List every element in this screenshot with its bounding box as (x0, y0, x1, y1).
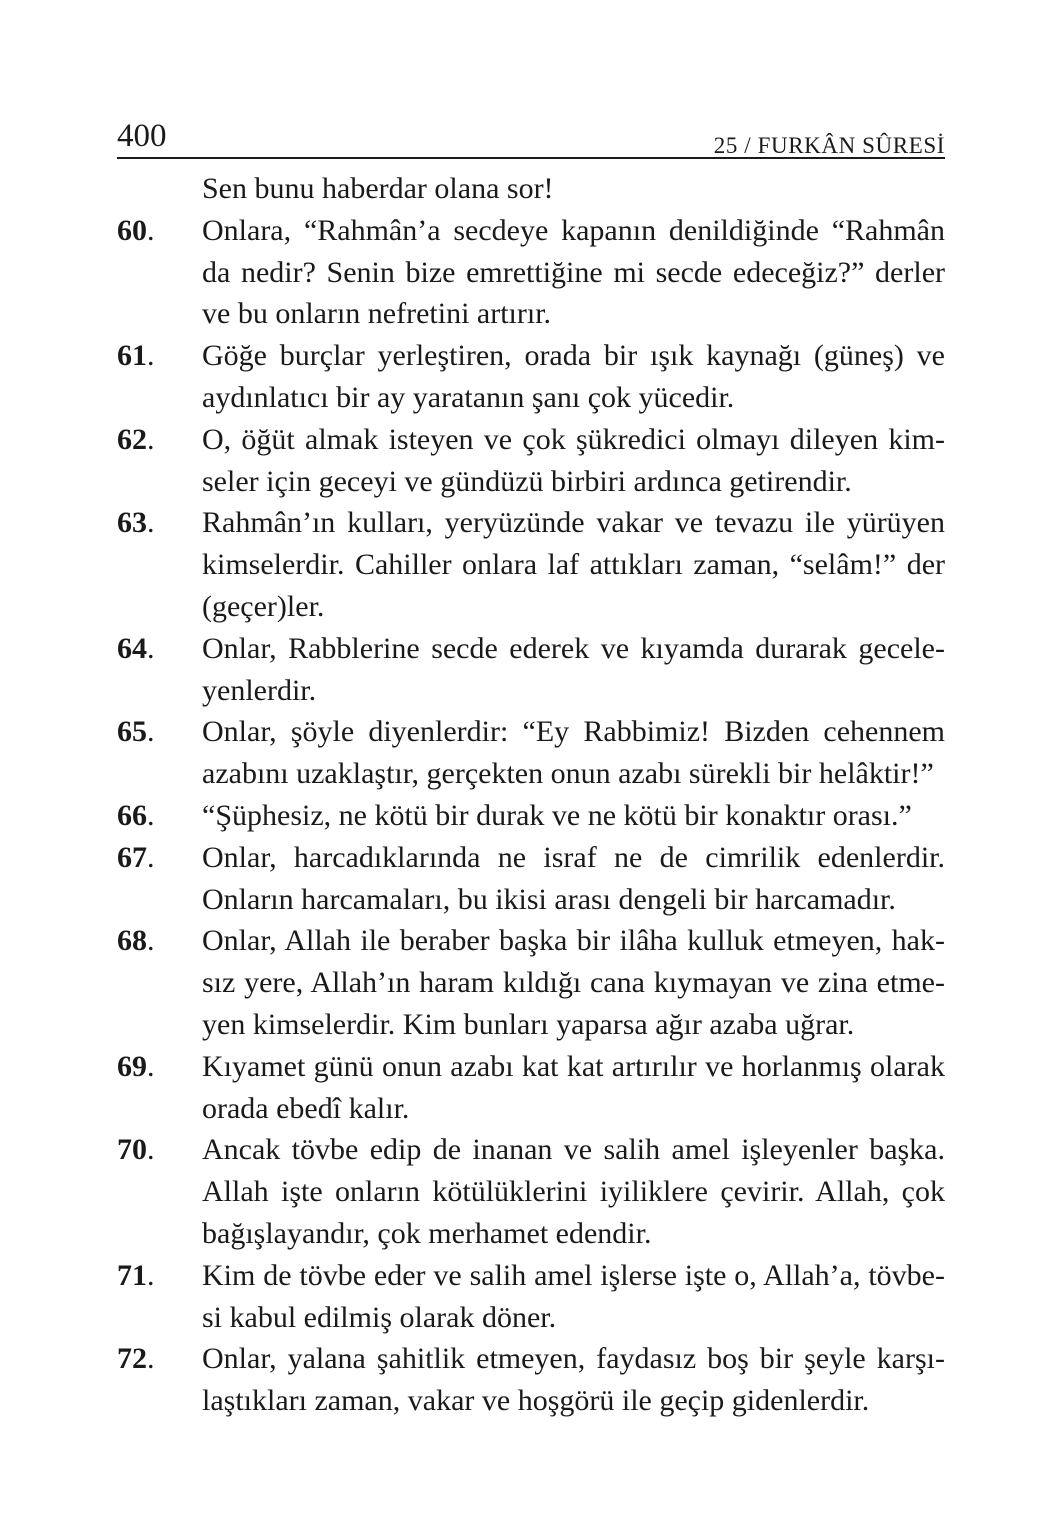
verse-number (117, 1129, 202, 1254)
verse-number-value: 64 (117, 631, 147, 665)
verse-text: Sen bunu haberdar olana sor! (202, 172, 554, 205)
verse-text: Onlar, yalana şahitlik etmeyen, faydasız boş bir şeyle karşılaştıkları zaman, vakar ve hoşgörü ile geçip gidenlerdir. (202, 1342, 945, 1418)
verse-number-value: 70 (117, 1133, 147, 1167)
verse-number (117, 711, 202, 795)
verse-63 (117, 502, 945, 627)
verse-list (117, 168, 945, 1422)
verse-number (117, 502, 202, 627)
page-number: 400 (117, 118, 167, 154)
verse-61 (117, 335, 945, 419)
verse-number-value: 65 (117, 715, 147, 749)
verse-60 (117, 210, 945, 335)
verse-67 (117, 837, 945, 921)
verse-text: Onlar, Rabblerine secde ederek ve kıyamda durarak geceleyenlerdir. (202, 631, 945, 707)
verse-62 (117, 419, 945, 503)
verse-number-dot: . (147, 840, 155, 874)
verse-number-dot: . (147, 339, 155, 373)
verse-number-value: 72 (117, 1342, 147, 1376)
verse-70 (117, 1129, 945, 1254)
verse-number (117, 419, 202, 503)
verse-continuation (117, 168, 945, 210)
verse-text: Onlara, “Rahmân’a secdeye kapanın denildiğinde “Rahmân da nedir? Senin bize emrettiğine mi secde edeceğiz?” derler ve bu onların nefretini artırır. (202, 213, 945, 331)
verse-number-value: 71 (117, 1258, 147, 1292)
verse-text: Ancak tövbe edip de inanan ve salih amel işleyenler başka. Allah işte onların kötülüklerini iyiliklere çevirir. Allah, çok bağışlayandır, çok merhamet edendir. (202, 1133, 945, 1250)
verse-number (117, 795, 202, 837)
verse-text: Kıyamet günü onun azabı kat kat artırılır ve horlanmış olarak orada ebedî kalır. (202, 1049, 945, 1125)
verse-71 (117, 1255, 945, 1339)
verse-number-value: 61 (117, 339, 147, 373)
verse-text: Onlar, şöyle diyenlerdir: “Ey Rabbimiz! Bizden cehennem azabını uzaklaştır, gerçekten onun azabı sürekli bir helâktir!” (202, 715, 945, 791)
running-head: 25 / FURKÂN SÛRESİ (713, 133, 945, 158)
verse-68 (117, 920, 945, 1045)
verse-number (117, 210, 202, 335)
verse-text: Rahmân’ın kulları, yeryüzünde vakar ve tevazu ile yürüyen kimselerdir. Cahiller onlara laf attıkları zaman, “selâm!” der (geçer)ler. (202, 506, 945, 623)
verse-text: O, öğüt almak isteyen ve çok şükredici olmayı dileyen kimseler için geceyi ve gündüzü birbiri ardınca getirendir. (202, 422, 945, 498)
verse-number-dot: . (147, 1258, 155, 1292)
verse-number-value: 69 (117, 1049, 147, 1083)
verse-65 (117, 711, 945, 795)
verse-number-dot: . (147, 1049, 155, 1083)
verse-69 (117, 1046, 945, 1130)
verse-text: Onlar, Allah ile beraber başka bir ilâha kulluk etmeyen, haksız yere, Allah’ın haram kıldığı cana kıymayan ve zina etmeyen kimselerdir. Kim bunları yaparsa ağır azaba uğrar. (202, 924, 945, 1041)
verse-text: “Şüphesiz, ne kötü bir durak ve ne kötü bir konaktır orası.” (202, 798, 912, 832)
verse-number-dot: . (147, 506, 155, 540)
verse-number (117, 837, 202, 921)
verse-number-dot: . (147, 715, 155, 749)
verse-number (117, 335, 202, 419)
verse-text: Göğe burçlar yerleştiren, orada bir ışık kaynağı (güneş) ve aydınlatıcı bir ay yaratanın şanı çok yücedir. (202, 339, 945, 414)
verse-number (117, 1338, 202, 1422)
verse-number-dot: . (147, 924, 155, 958)
verse-number (117, 1046, 202, 1130)
verse-number-dot: . (147, 1133, 155, 1167)
verse-number-value: 67 (117, 840, 147, 874)
verse-64 (117, 628, 945, 712)
verse-text: Kim de tövbe eder ve salih amel işlerse işte o, Allah’a, tövbesi kabul edilmiş olarak döner. (202, 1258, 945, 1334)
verse-text: Onlar, harcadıklarında ne israf ne de cimrilik edenlerdir. Onların harcamaları, bu ikisi arası dengeli bir harcamadır. (202, 840, 945, 916)
verse-number (117, 1255, 202, 1339)
verse-number-dot: . (147, 1342, 155, 1376)
verse-number (117, 628, 202, 712)
verse-number-value: 60 (117, 213, 147, 247)
verse-number-value: 66 (117, 798, 147, 832)
verse-number-dot: . (147, 213, 155, 247)
verse-66 (117, 795, 945, 837)
verse-number-value: 68 (117, 924, 147, 958)
verse-number (117, 168, 202, 210)
verse-number-value: 62 (117, 422, 147, 456)
verse-number-dot: . (147, 631, 155, 665)
verse-number-dot: . (147, 422, 155, 456)
header-rule (117, 157, 945, 159)
verse-72 (117, 1338, 945, 1422)
verse-number (117, 920, 202, 1045)
verse-number-dot: . (147, 798, 155, 832)
verse-number-value: 63 (117, 506, 147, 540)
